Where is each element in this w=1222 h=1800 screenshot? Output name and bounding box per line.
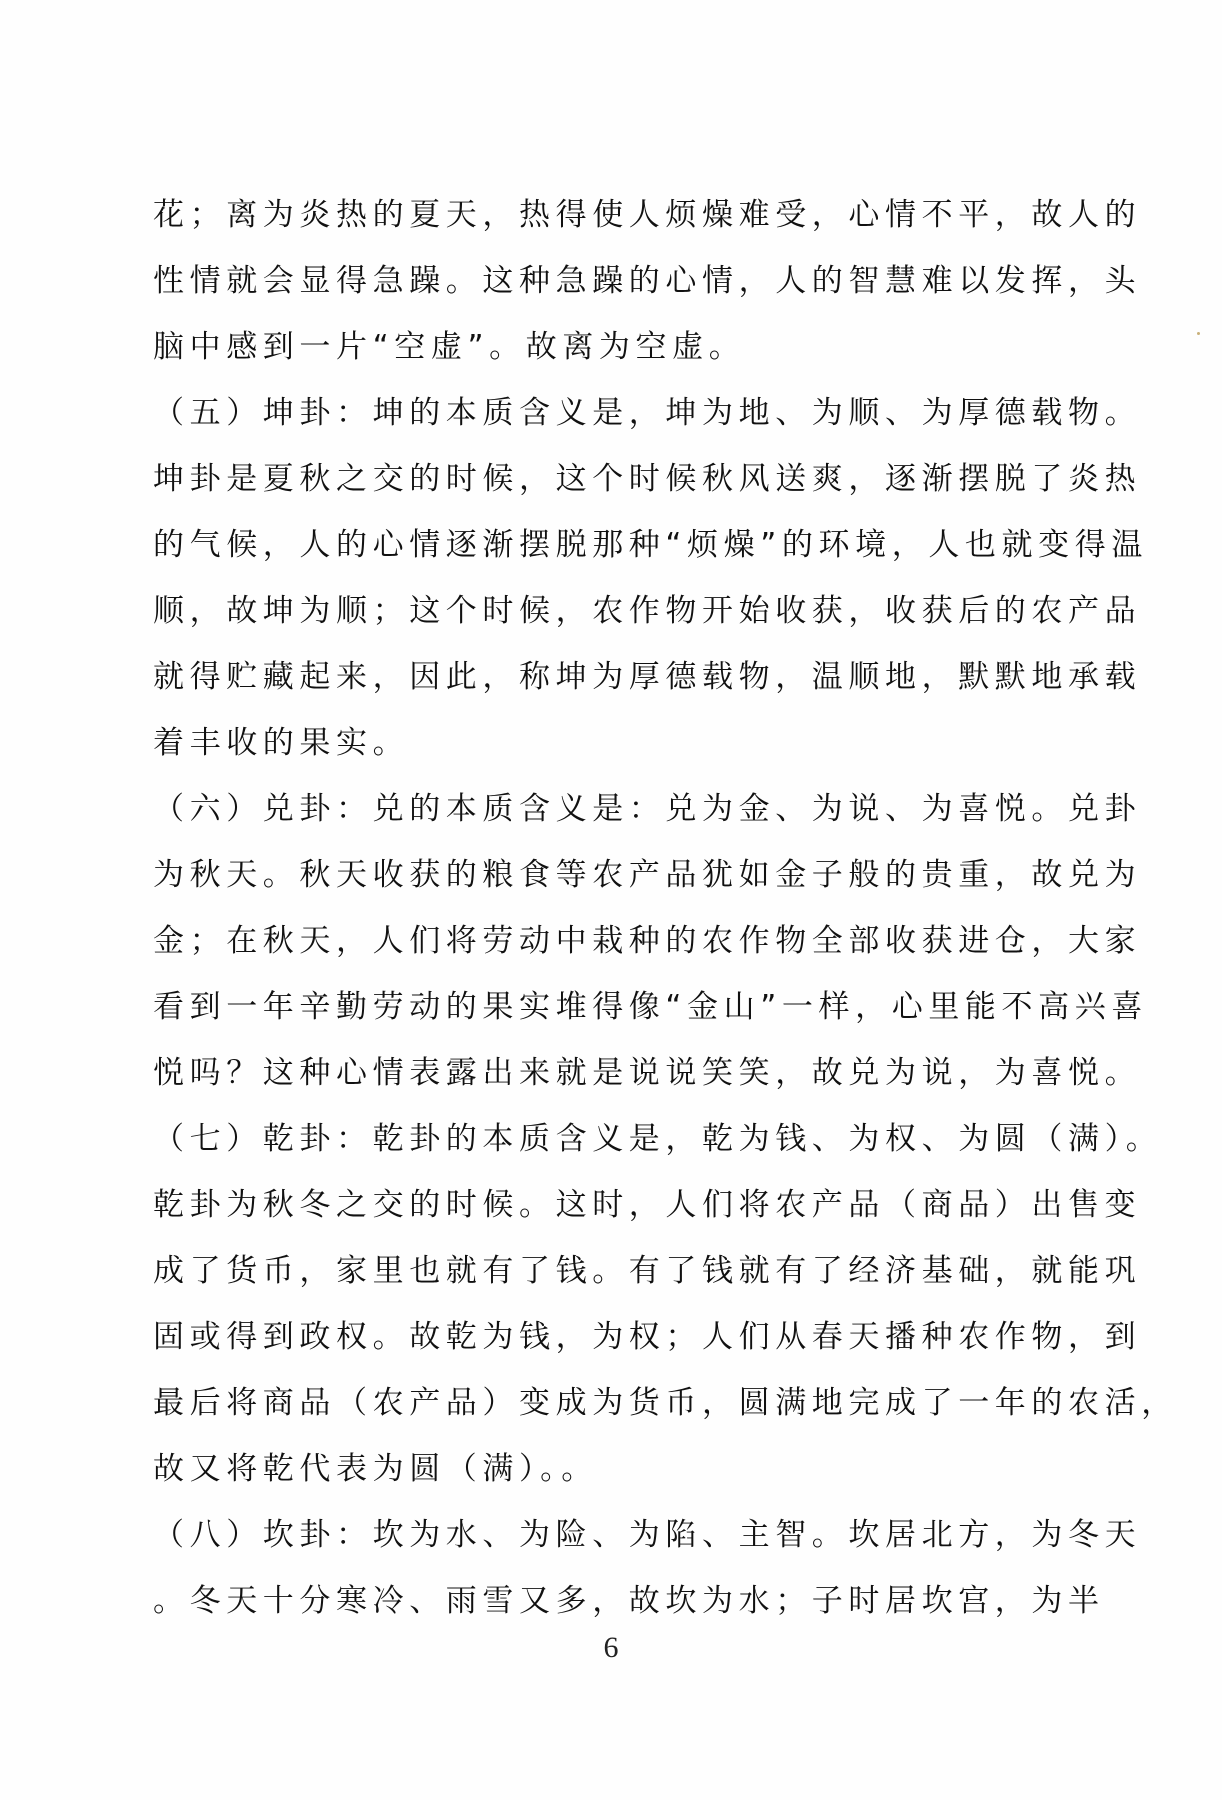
- text-line: 就得贮藏起来，因此，称坤为厚德载物，温顺地，默默地承载: [153, 659, 1142, 695]
- text-line: 。冬天十分寒冷、雨雪又多，故坎为水；子时居坎宫，为半: [153, 1583, 1105, 1619]
- text-line: 花；离为炎热的夏天，热得使人烦燥难受，心情不平，故人的: [153, 197, 1142, 233]
- section-dui-heading-line: （六）兑卦：兑的本质含义是：兑为金、为说、为喜悦。兑卦: [153, 791, 1142, 827]
- text-line: 性情就会显得急躁。这种急躁的心情，人的智慧难以发挥，头: [153, 263, 1142, 299]
- text-line: 为秋天。秋天收获的粮食等农产品犹如金子般的贵重，故兑为: [153, 857, 1142, 893]
- text-line: 金；在秋天，人们将劳动中栽种的农作物全部收获进仓，大家: [153, 923, 1142, 959]
- section-kun-heading-line: （五）坤卦：坤的本质含义是，坤为地、为顺、为厚德载物。: [153, 395, 1142, 431]
- text-line: 脑中感到一片“空虚”。故离为空虚。: [153, 329, 746, 365]
- text-line: 悦吗？这种心情表露出来就是说说笑笑，故兑为说，为喜悦。: [153, 1055, 1142, 1091]
- text-line: 的气候，人的心情逐渐摆脱那种“烦燥”的环境，人也就变得温: [153, 527, 1148, 563]
- text-line: 乾卦为秋冬之交的时候。这时，人们将农产品（商品）出售变: [153, 1187, 1142, 1223]
- text-line: 成了货币，家里也就有了钱。有了钱就有了经济基础，就能巩: [153, 1253, 1142, 1289]
- body-text: [153, 182, 1178, 1634]
- text-line: 坤卦是夏秋之交的时候，这个时候秋风送爽，逐渐摆脱了炎热: [153, 461, 1142, 497]
- text-line: 看到一年辛勤劳动的果实堆得像“金山”一样，心里能不高兴喜: [153, 989, 1148, 1025]
- text-line: 最后将商品（农产品）变成为货币，圆满地完成了一年的农活，: [153, 1385, 1178, 1421]
- text-line: 故又将乾代表为圆（满）。。: [153, 1451, 598, 1487]
- scan-speck: [1197, 332, 1200, 335]
- text-line: 固或得到政权。故乾为钱，为权；人们从春天播种农作物，到: [153, 1319, 1142, 1355]
- section-qian-heading-line: （七）乾卦：乾卦的本质含义是，乾为钱、为权、为圆（满）。: [153, 1121, 1163, 1157]
- text-line: 着丰收的果实。: [153, 725, 410, 761]
- text-line: 顺，故坤为顺；这个时候，农作物开始收获，收获后的农产品: [153, 593, 1142, 629]
- page-number: 6: [603, 1631, 619, 1664]
- section-kan-heading-line: （八）坎卦：坎为水、为险、为陷、主智。坎居北方，为冬天: [153, 1517, 1142, 1553]
